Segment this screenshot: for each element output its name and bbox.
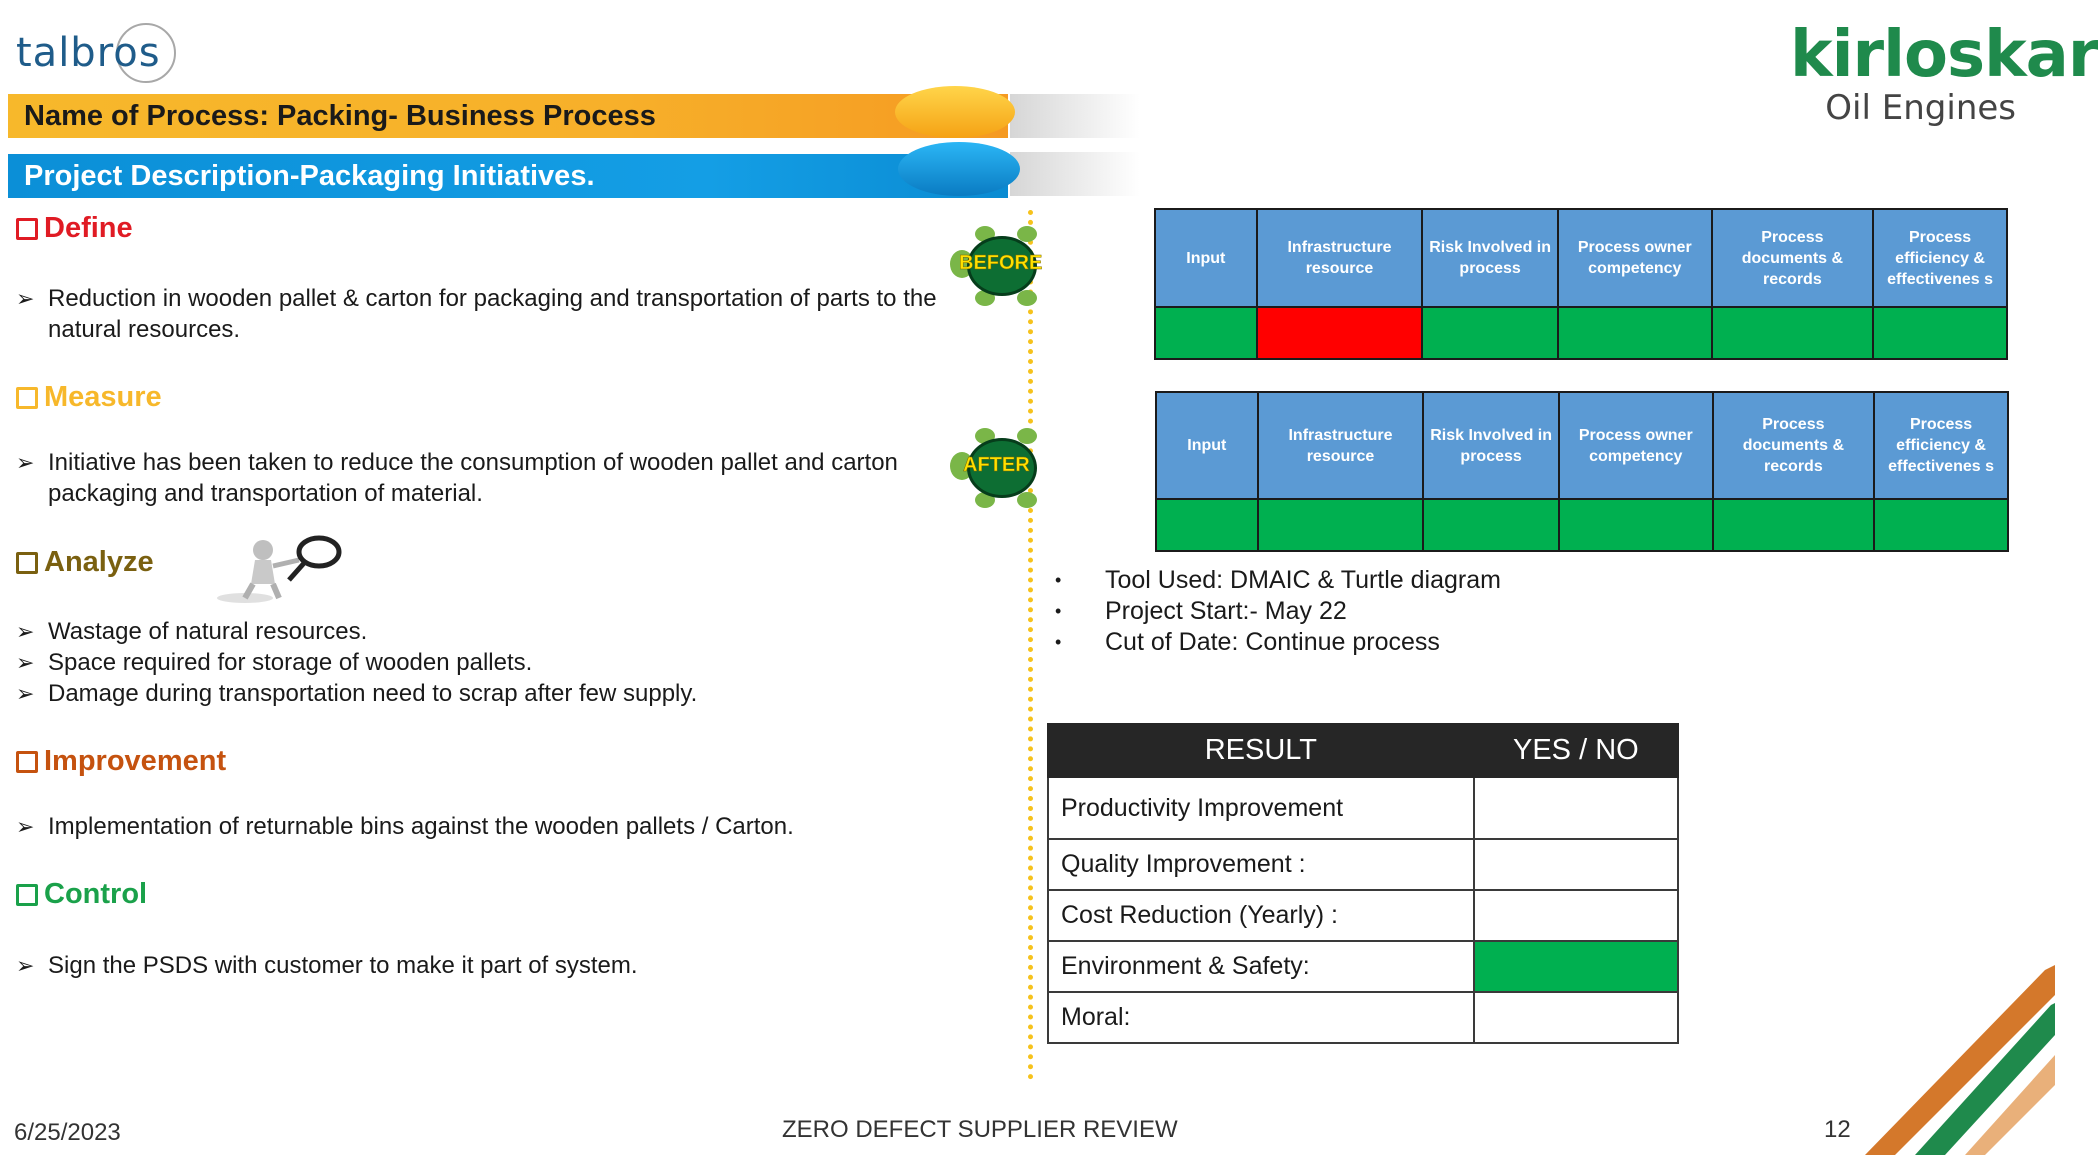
section-title: Control [44, 878, 148, 910]
bullet-dot-icon: • [1055, 601, 1062, 621]
banner-shadow [1010, 94, 1140, 138]
section-title: Measure [44, 381, 162, 413]
yes-no-header: YES / NO [1474, 724, 1678, 777]
header-cell: Process documents & records [1713, 392, 1875, 499]
header-cell: Process documents & records [1712, 209, 1874, 307]
result-row-label: Productivity Improvement [1048, 777, 1474, 839]
result-row-value [1474, 992, 1678, 1043]
arrow-bullet-icon: ➢ [16, 286, 35, 311]
bullet-text: Space required for storage of wooden pallets. [48, 649, 533, 676]
section-analyze-heading [16, 546, 154, 579]
corner-stripe-graphic [1855, 965, 2055, 1155]
turtle-table-before [1154, 208, 2008, 360]
talbros-logo [16, 18, 206, 88]
header-cell: Process efficiency & effectivenes s [1874, 392, 2008, 499]
kirloskar-brand: kirloskar [1790, 18, 2098, 92]
checkbox-icon [16, 552, 38, 574]
tools-list-item [1055, 596, 1501, 627]
result-header: RESULT [1048, 724, 1474, 777]
status-cell-green [1155, 307, 1257, 359]
section-title: Analyze [44, 546, 154, 578]
result-row-value-green [1474, 941, 1678, 992]
bullet-text: Damage during transportation need to scrap after few supply. [48, 680, 698, 707]
bullet-text: Wastage of natural resources. [48, 618, 368, 645]
arrow-bullet-icon: ➢ [16, 814, 35, 839]
measure-bullet [16, 447, 968, 509]
header-cell: Infrastructure resource [1257, 209, 1423, 307]
section-title: Improvement [44, 745, 227, 777]
process-name-banner [8, 94, 1008, 138]
result-table [1047, 723, 1679, 1044]
result-row-label: Moral: [1048, 992, 1474, 1043]
bullet-text: Sign the PSDS with customer to make it part of system. [48, 952, 638, 979]
control-bullet [16, 950, 968, 981]
turtle-after-label: AFTER [963, 454, 1030, 476]
bullet-text: Reduction in wooden pallet & carton for packaging and transportation of parts to the natural resources. [48, 285, 937, 343]
tools-item-text: Project Start:- May 22 [1105, 597, 1347, 625]
tools-list [1055, 565, 1501, 658]
result-row-label: Environment & Safety: [1048, 941, 1474, 992]
header-cell: Process owner competency [1559, 392, 1713, 499]
status-cell-green [1258, 499, 1424, 551]
arrow-bullet-icon: ➢ [16, 681, 35, 706]
turtle-before-icon [945, 218, 1055, 318]
status-cell-green [1422, 307, 1558, 359]
header-cell: Process efficiency & effectivenes s [1873, 209, 2007, 307]
result-row-label: Cost Reduction (Yearly) : [1048, 890, 1474, 941]
status-cell-green [1156, 499, 1258, 551]
section-define-heading [16, 212, 133, 245]
status-cell-green [1423, 499, 1559, 551]
arrow-bullet-icon: ➢ [16, 650, 35, 675]
turtle-after-icon [945, 420, 1055, 520]
status-cell-green [1559, 499, 1713, 551]
status-cell-red [1257, 307, 1423, 359]
define-bullet [16, 283, 968, 345]
arrow-bullet-icon: ➢ [16, 450, 35, 475]
tools-list-item [1055, 627, 1501, 658]
analyze-bullet [16, 678, 968, 709]
banner-scroll-yellow [895, 86, 1015, 138]
status-cell-green [1712, 307, 1874, 359]
tools-item-text: Tool Used: DMAIC & Turtle diagram [1105, 566, 1501, 594]
section-improvement-heading [16, 745, 226, 778]
header-cell: Risk Involved in process [1423, 392, 1559, 499]
result-row-value [1474, 890, 1678, 941]
tools-list-item [1055, 565, 1501, 596]
section-control-heading [16, 878, 147, 911]
kirloskar-subtitle: Oil Engines [1825, 88, 2016, 128]
bullet-text: Initiative has been taken to reduce the consumption of wooden pallet and carton packaging and transportation of material. [48, 449, 898, 507]
bullet-dot-icon: • [1055, 632, 1062, 652]
process-name-text: Name of Process: Packing- Business Process [24, 99, 656, 132]
header-cell: Risk Involved in process [1422, 209, 1558, 307]
project-description-text: Project Description-Packaging Initiatives. [24, 159, 595, 192]
analyze-bullet [16, 616, 968, 647]
talbros-logo-text: talbros [16, 30, 161, 76]
bullet-dot-icon: • [1055, 570, 1062, 590]
vertical-divider [1028, 210, 1034, 1080]
status-cell-green [1874, 499, 2008, 551]
arrow-bullet-icon: ➢ [16, 953, 35, 978]
turtle-table-after [1155, 391, 2009, 552]
arrow-bullet-icon: ➢ [16, 619, 35, 644]
result-row-label: Quality Improvement : [1048, 839, 1474, 890]
turtle-before-label: BEFORE [959, 252, 1043, 274]
checkbox-icon [16, 387, 38, 409]
section-measure-heading [16, 381, 162, 414]
project-description-banner [8, 154, 1008, 198]
footer-title: ZERO DEFECT SUPPLIER REVIEW [782, 1116, 1178, 1143]
result-row-value [1474, 777, 1678, 839]
header-cell: Infrastructure resource [1258, 392, 1424, 499]
magnifier-figure-icon [215, 536, 350, 604]
checkbox-icon [16, 218, 38, 240]
checkbox-icon [16, 751, 38, 773]
result-row-value [1474, 839, 1678, 890]
tools-item-text: Cut of Date: Continue process [1105, 628, 1440, 656]
status-cell-green [1713, 499, 1875, 551]
banner-shadow [1010, 152, 1140, 196]
header-cell: Input [1156, 392, 1258, 499]
kirloskar-logo [1790, 18, 2098, 133]
bullet-text: Implementation of returnable bins against the wooden pallets / Carton. [48, 813, 794, 840]
improvement-bullet [16, 811, 968, 842]
status-cell-green [1558, 307, 1712, 359]
header-cell: Process owner competency [1558, 209, 1712, 307]
status-cell-green [1873, 307, 2007, 359]
footer-date: 6/25/2023 [14, 1119, 121, 1146]
checkbox-icon [16, 884, 38, 906]
banner-scroll-blue [898, 142, 1020, 196]
analyze-bullet [16, 647, 968, 678]
page-number: 12 [1824, 1116, 1851, 1143]
header-cell: Input [1155, 209, 1257, 307]
section-title: Define [44, 212, 133, 244]
